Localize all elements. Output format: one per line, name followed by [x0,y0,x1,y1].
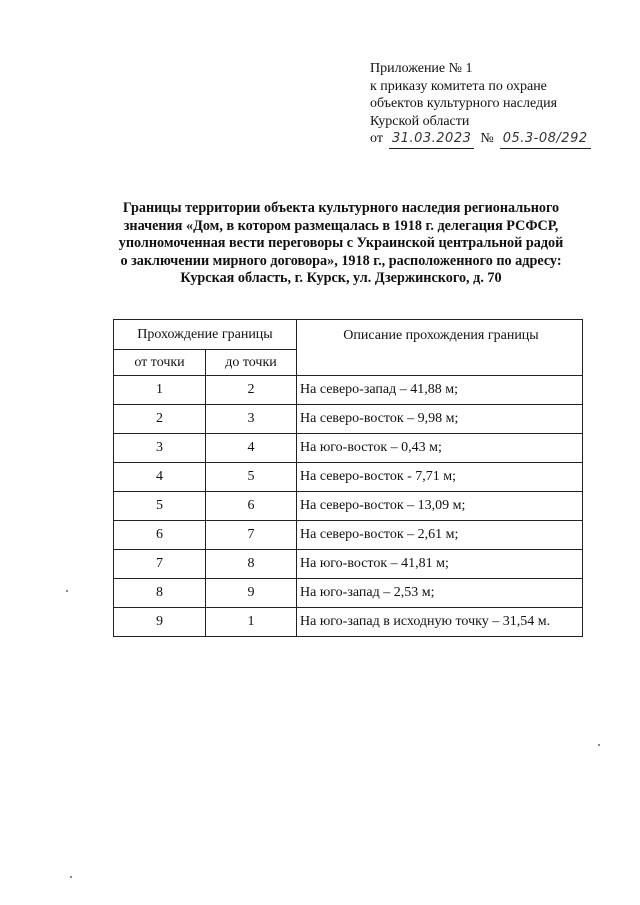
table-row [114,521,583,550]
description-cell: На северо-восток – 2,61 м; [297,521,583,550]
table-row [114,579,583,608]
scan-speck [66,590,68,592]
from-point-cell: 1 [114,376,206,405]
to-point-cell: 4 [206,434,297,463]
from-point-cell: 7 [114,550,206,579]
order-reference [370,130,591,149]
title-line-2: значения «Дом, в котором размещалась в 1918 г. делегация РСФСР, [123,217,559,234]
from-point-cell: 9 [114,608,206,637]
from-point-header: от точки [114,350,206,376]
boundary-table [113,319,583,637]
description-cell: На северо-восток – 13,09 м; [297,492,583,521]
table-row [114,492,583,521]
description-cell: На юго-запад в исходную точку – 31,54 м. [297,608,583,637]
title-line-1: Границы территории объекта культурного наследия регионального [122,200,560,216]
appendix-line-2: к приказу комитета по охране [370,78,547,94]
title-line-5: Курская область, г. Курск, ул. Дзержинского, д. 70 [180,270,502,287]
to-point-header: до точки [206,350,297,376]
from-point-cell: 8 [114,579,206,608]
appendix-line-3: объектов культурного наследия [370,96,558,111]
from-label: от [370,131,383,146]
description-cell: На северо-восток – 9,98 м; [297,405,583,434]
description-header: Описание прохождения границы [297,320,583,376]
number-label: № [480,131,494,146]
description-cell: На северо-запад – 41,88 м; [297,376,583,405]
description-cell: На юго-восток – 41,81 м; [297,550,583,579]
description-cell: На юго-запад – 2,53 м; [297,579,583,608]
to-point-cell: 9 [206,579,297,608]
document-title [100,200,582,288]
scan-speck [598,744,600,746]
from-point-cell: 3 [114,434,206,463]
table-row [114,405,583,434]
from-point-cell: 4 [114,463,206,492]
table-row [114,463,583,492]
appendix-line-1: Приложение № 1 [370,61,473,76]
scan-speck [70,876,72,878]
to-point-cell: 5 [206,463,297,492]
to-point-cell: 2 [206,376,297,405]
to-point-cell: 1 [206,608,297,637]
title-line-4: о заключении мирного договора», 1918 г., расположенного по адресу: [120,252,562,269]
to-point-cell: 3 [206,405,297,434]
handwritten-number: 05.3-08/292 [500,130,591,149]
from-point-cell: 5 [114,492,206,521]
appendix-line-4: Курской области [370,113,470,129]
from-point-cell: 2 [114,405,206,434]
title-line-3: уполномоченная вести переговоры с Украинской центральной радой [118,235,564,252]
to-point-cell: 7 [206,521,297,550]
from-point-cell: 6 [114,521,206,550]
to-point-cell: 8 [206,550,297,579]
table-row [114,376,583,405]
appendix-header [370,60,591,149]
table-row [114,608,583,637]
table-row [114,434,583,463]
table-row [114,550,583,579]
description-cell: На юго-восток – 0,43 м; [297,434,583,463]
to-point-cell: 6 [206,492,297,521]
group-header: Прохождение границы [114,320,297,350]
description-cell: На северо-восток - 7,71 м; [297,463,583,492]
handwritten-date: 31.03.2023 [389,130,474,149]
